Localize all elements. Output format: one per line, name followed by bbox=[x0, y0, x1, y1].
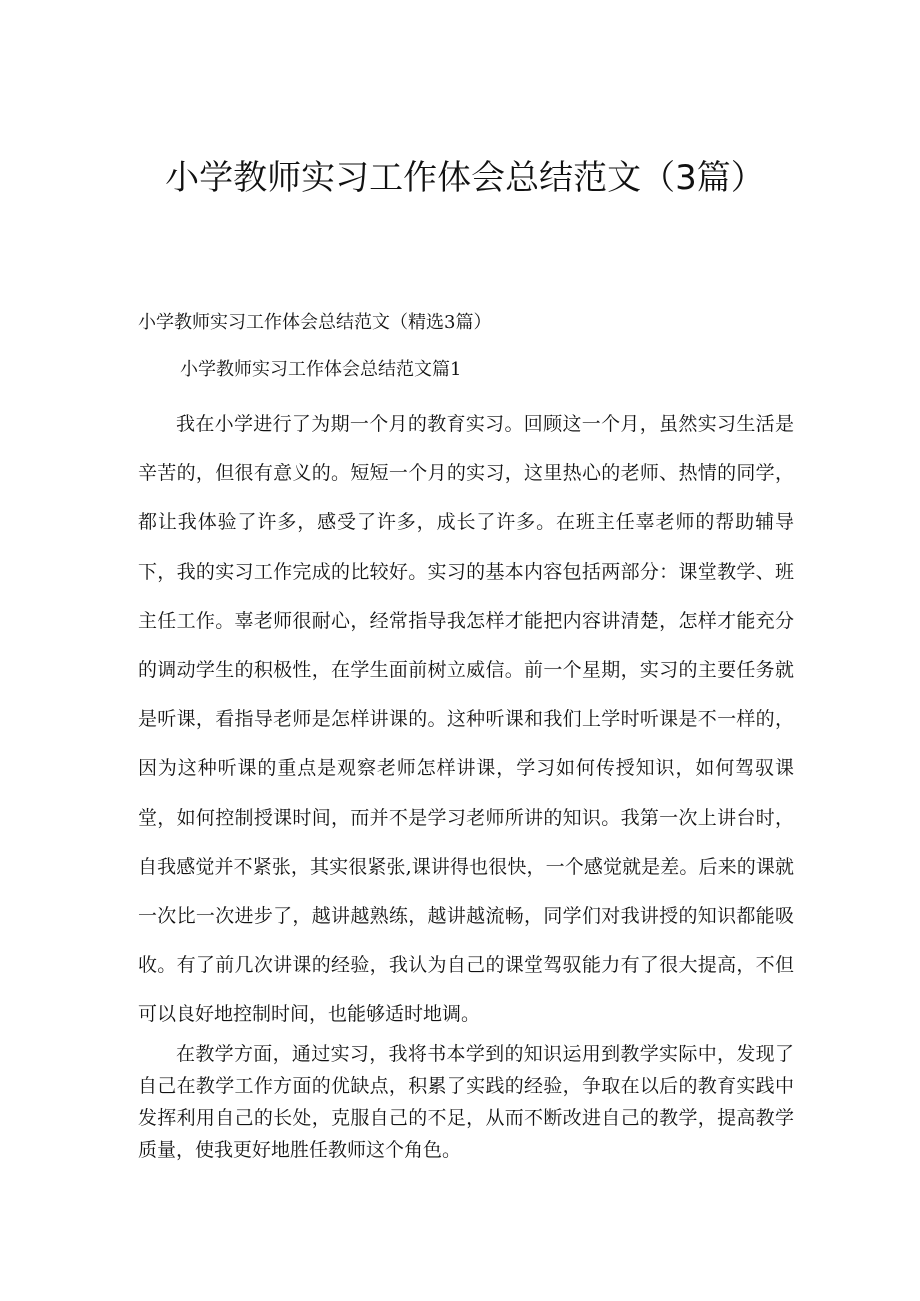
document-title: 小学教师实习工作体会总结范文（3篇） bbox=[165, 158, 765, 198]
body-paragraph-1: 我在小学进行了为期一个月的教育实习。回顾这一个月，虽然实习生活是辛苦的，但很有意义的。短短一个月的实习，这里热心的老师、热情的同学，都让我体验了许多，感受了许多，成长了许多。在班主任辜老师的帮助辅导下，我的实习工作完成的比较好。实习的基本内容包括两部分：课堂教学、班主任工作。辜老师很耐心，经常指导我怎样才能把内容讲清楚，怎样才能充分的调动学生的积极性，在学生面前树立威信。前一个星期，实习的主要任务就是听课，看指导老师是怎样讲课的。这种听课和我们上学时听课是不一样的，因为这种听课的重点是观察老师怎样讲课，学习如何传授知识，如何驾驭课堂，如何控制授课时间，而并不是学习老师所讲的知识。我第一次上讲台时，自我感觉并不紧张，其实很紧张,课讲得也很快，一个感觉就是差。后来的课就一次比一次进步了，越讲越熟练，越讲越流畅，同学们对我讲授的知识都能吸收。有了前几次讲课的经验，我认为自己的课堂驾驭能力有了很大提高，不但可以良好地控制时间，也能够适时地调。 bbox=[138, 413, 794, 1026]
body-paragraph-2: 在教学方面，通过实习，我将书本学到的知识运用到教学实际中，发现了自己在教学工作方面的优缺点，积累了实践的经验，争取在以后的教育实践中发挥利用自己的长处，克服自己的不足，从而不断改进自己的教学，提高教学质量，使我更好地胜任教师这个角色。 bbox=[138, 1043, 794, 1161]
section-heading: 小学教师实习工作体会总结范文篇1 bbox=[180, 359, 462, 380]
document-subtitle: 小学教师实习工作体会总结范文（精选3篇） bbox=[138, 312, 492, 333]
